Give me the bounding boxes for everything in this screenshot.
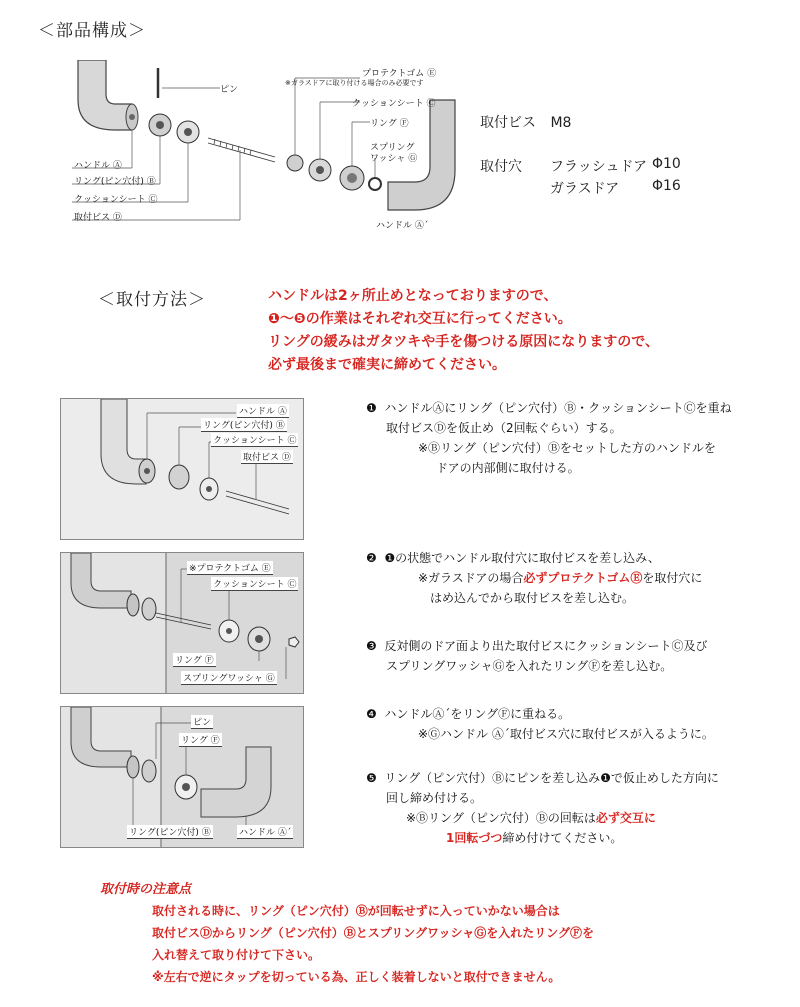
spec-screw-label: 取付ビス (480, 115, 536, 131)
install-heading: ＜取付方法＞ (98, 290, 206, 310)
panel3-label-handle: ハンドル Ⓐ´ (237, 825, 293, 839)
step-2-number: ❷ (366, 551, 377, 565)
step-2-line-1: ❶の状態でハンドル取付穴に取付ビスを差し込み、 (384, 551, 660, 565)
step-5-note-pre: ※Ⓑリング（ピン穴付）Ⓑの回転は (406, 811, 596, 825)
step-2-illustration (60, 552, 304, 694)
step-1-line-1: ハンドルⒶにリング（ピン穴付）Ⓑ・クッションシートⒸを重ね (384, 401, 732, 415)
label-pin: ピン (220, 85, 239, 95)
spec-screw-value: M8 (550, 115, 572, 131)
parts-diagram (70, 60, 470, 240)
panel2-label-cushion: クッションシート Ⓒ (211, 577, 298, 591)
spec-flush-label: フラッシュドア (550, 159, 648, 175)
label-spring-washer-1: スプリング (370, 143, 415, 153)
warning-line-4: 必ず最後まで確実に締めてください。 (268, 357, 506, 373)
warning-line-2: ❶〜❺の作業はそれぞれ交互に行ってください。 (268, 311, 572, 327)
step-1-number: ❶ (366, 401, 377, 415)
label-screw-d: 取付ビス Ⓓ (74, 213, 122, 223)
label-protect-rubber: プロテクトゴム Ⓔ (362, 69, 437, 79)
panel1-label-cushion: クッションシート Ⓒ (211, 433, 298, 447)
step-5-line-1: リング（ピン穴付）Ⓑにピンを差し込み❶で仮止めした方向に (384, 771, 719, 785)
step-3-line-1: 反対側のドア面より出た取付ビスにクッションシートⒸ及び (384, 639, 708, 653)
label-ring-f: リング Ⓕ (370, 119, 409, 129)
step-5-note-1 (366, 808, 786, 828)
step-5-note2-post: 締め付けてください。 (502, 831, 623, 845)
step-2 (366, 548, 786, 608)
panel1-label-ring: リング(ピン穴付) Ⓑ (201, 418, 287, 432)
step-3-number: ❸ (366, 639, 377, 653)
step-4-note-1: ※Ⓖハンドル Ⓐ´取付ビス穴に取付ビスが入るように。 (418, 727, 714, 741)
step-1-note-1: ※Ⓑリング（ピン穴付）Ⓑをセットした方のハンドルを (418, 441, 716, 455)
step-4-number: ❹ (366, 707, 377, 721)
step-3-line-2: スプリングワッシャⒼを入れたリングⒻを差し込む。 (386, 659, 673, 673)
step-5-note-2 (366, 828, 786, 848)
spec-screw (480, 112, 571, 132)
panel2-label-protect: ※プロテクトゴム Ⓔ (187, 561, 273, 575)
warning-line-1: ハンドルは2ヶ所止めとなっておりますので、 (268, 288, 558, 304)
notes-line-4: ※左右で逆にタップを切っている為、正しく装着しないと取付できません。 (152, 970, 561, 984)
label-handle-a-prime: ハンドル Ⓐ´ (376, 221, 429, 231)
install-warning (268, 285, 659, 377)
label-protect-note: ※ガラスドアに取り付ける場合のみ必要です (285, 79, 424, 87)
step-2-note-post: を取付穴に (642, 571, 703, 585)
parts-heading: ＜部品構成＞ (38, 21, 146, 41)
step-3 (366, 636, 786, 676)
panel2-label-washer: スプリングワッシャ Ⓖ (181, 671, 277, 685)
step-1-line-2: 取付ビスⒹを仮止め（2回転ぐらい）する。 (386, 421, 622, 435)
step-5-note2-red: 1回転づつ (446, 831, 503, 845)
step-3-illustration (60, 706, 304, 848)
step-2-note-pre: ※ガラスドアの場合 (418, 571, 524, 585)
warning-line-3: リングの緩みはガタツキや手を傷つける原因になりますので、 (268, 334, 660, 350)
panel3-label-ring: リング Ⓕ (179, 733, 222, 747)
notes-line-1: 取付される時に、リング（ピン穴付）Ⓑが回転せずに入っていかない場合は (152, 904, 560, 918)
panel2-label-ring: リング Ⓕ (173, 653, 216, 667)
label-ring-pin-b: リング(ピン穴付) Ⓑ (74, 177, 156, 187)
notes-title: 取付時の注意点 (100, 882, 192, 897)
notes-line-3: 入れ替えて取り付けて下さい。 (152, 948, 321, 962)
panel3-label-pin: ピン (191, 715, 213, 729)
step-5 (366, 768, 786, 848)
label-cushion-sheet: クッションシート Ⓒ (352, 99, 436, 109)
step-2-note-1 (366, 568, 786, 588)
step-4-line-1: ハンドルⒶ´をリングⒻに重ねる。 (384, 707, 571, 721)
step-5-number: ❺ (366, 771, 377, 785)
step-1 (366, 398, 786, 478)
step-2-note-red: 必ずプロテクトゴムⒺ (523, 571, 643, 585)
step-1-illustration (60, 398, 304, 540)
panel1-label-screw: 取付ビス Ⓓ (241, 450, 293, 464)
label-cushion-c: クッションシート Ⓒ (74, 195, 158, 205)
step-5-note-red: 必ず交互に (595, 811, 656, 825)
label-handle-a: ハンドル Ⓐ (74, 161, 122, 171)
spec-hole-label: 取付穴 (480, 159, 522, 175)
step-1-note-2: ドアの内部側に取付ける。 (436, 461, 580, 475)
label-spring-washer-2: ワッシャ Ⓖ (370, 154, 418, 164)
notes-body (152, 900, 792, 988)
step-2-note-2: はめ込んでから取付ビスを差し込む。 (430, 591, 635, 605)
step-5-line-2: 回し締め付ける。 (386, 791, 483, 805)
panel1-label-handle: ハンドル Ⓐ (237, 404, 289, 418)
spec-glass-value: Φ16 (652, 178, 681, 194)
notes-line-2: 取付ビスⒹからリング（ピン穴付）ⒷとスプリングワッシャⒼを入れたリングⒻを (152, 926, 594, 940)
spec-glass-label: ガラスドア (550, 181, 620, 197)
step-4 (366, 704, 786, 744)
panel3-label-ring-pin: リング(ピン穴付) Ⓑ (127, 825, 213, 839)
spec-flush-value: Φ10 (652, 156, 681, 172)
